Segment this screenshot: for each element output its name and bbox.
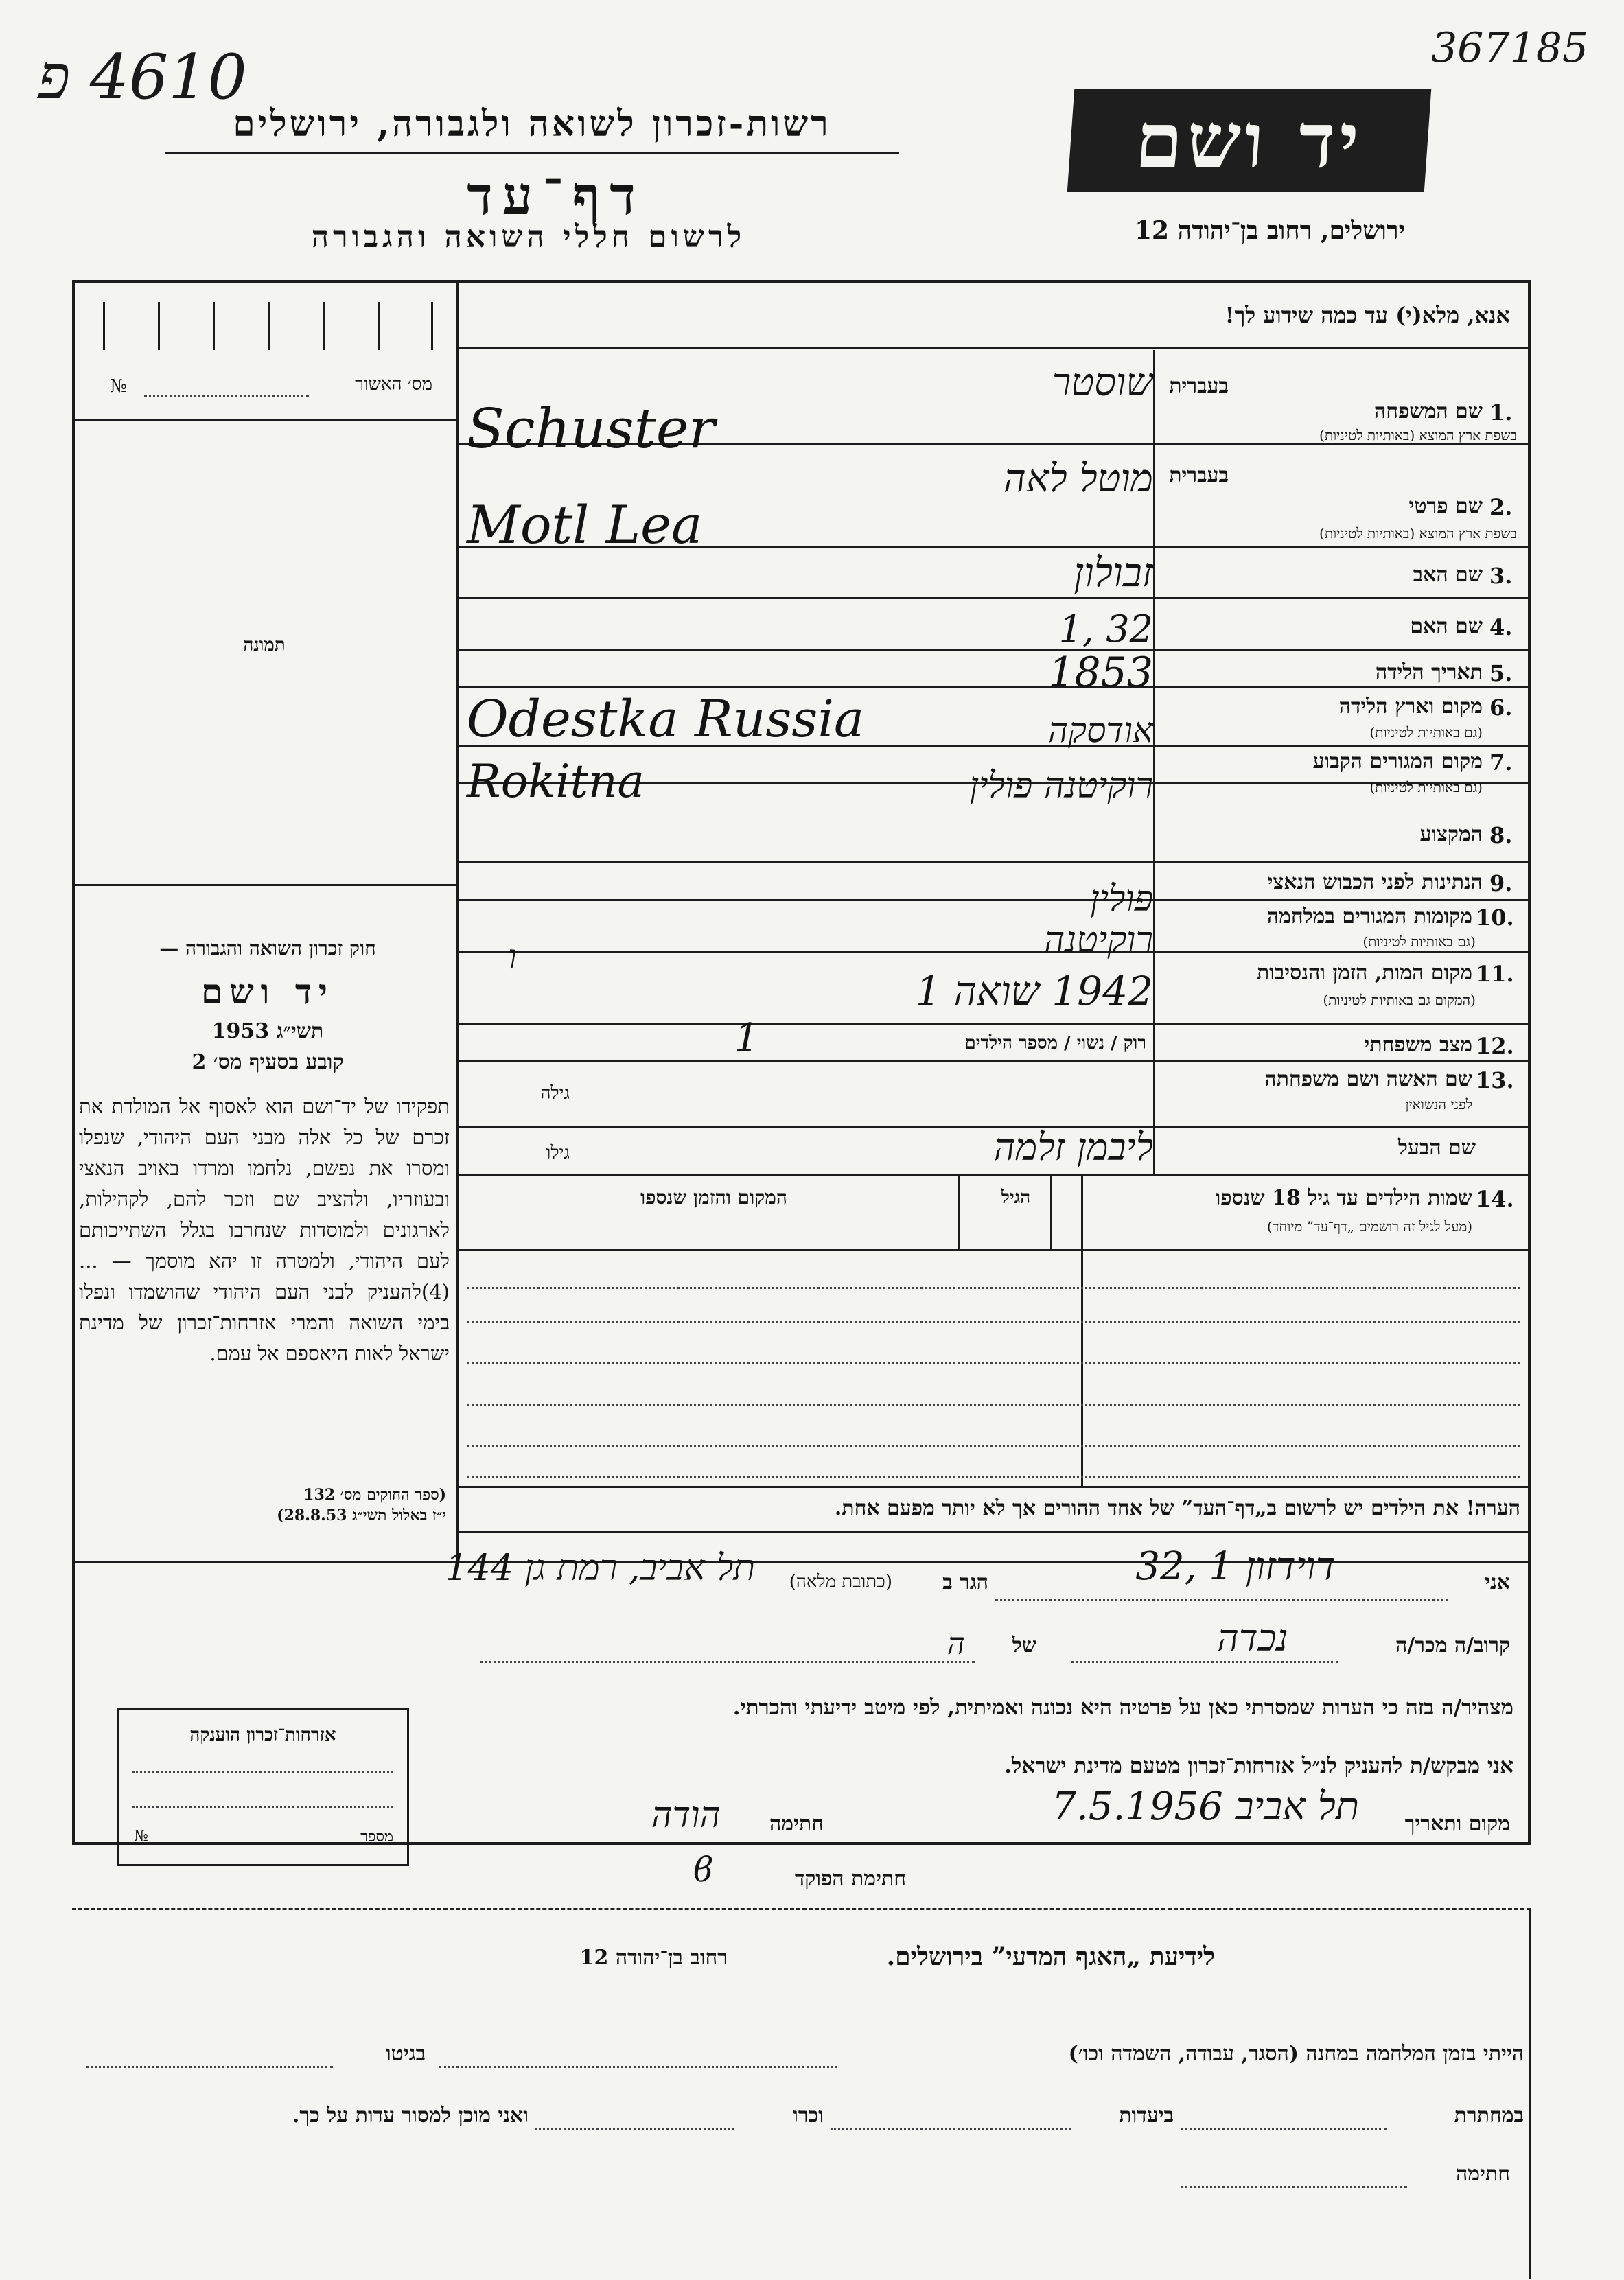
hebrew-tag-2: בעברית: [1169, 463, 1229, 487]
form-title: דף־עד: [467, 165, 645, 227]
divider: [456, 1249, 1531, 1251]
footer-address: רחוב בן־יהודה 12: [579, 1946, 728, 1970]
field-number-12: 12.: [1476, 1033, 1514, 1059]
footer-line2-testimony: ואני מוכן למסור עדות על כך.: [292, 2104, 529, 2128]
handwritten-record-number: 367185: [1431, 24, 1589, 72]
footer-underground-field[interactable]: [1181, 2128, 1387, 2130]
field-label-residence: מקום המגורים הקבוע: [1312, 749, 1483, 773]
field-label-nationality: הנתינות לפני הכבוש הנאצי: [1267, 870, 1483, 894]
field-number-1: 1.: [1489, 399, 1513, 426]
nationality-value[interactable]: פולין: [1090, 879, 1153, 920]
field-note-2: בשפת ארץ המוצא (באותיות לטיניות): [1319, 525, 1517, 542]
shel-value[interactable]: ה: [947, 1627, 965, 1662]
father-name-value[interactable]: זבולון: [1074, 549, 1153, 596]
field-label-war-residence: מקומות המגורים במלחמה: [1266, 905, 1472, 929]
divider: [456, 649, 1531, 651]
divider: [456, 1060, 1531, 1062]
signature-value[interactable]: הודה: [651, 1795, 721, 1836]
children-row[interactable]: [467, 1476, 1520, 1478]
label-column-divider: [1153, 350, 1155, 1174]
children-row[interactable]: [467, 1362, 1520, 1364]
children-row[interactable]: [467, 1404, 1520, 1406]
husband-age-label: גילו: [546, 1143, 570, 1163]
mother-name-value[interactable]: 32 ,1: [1058, 607, 1153, 651]
citizenship-box: [117, 1708, 409, 1866]
field-number-6: 6.: [1489, 695, 1513, 721]
shel-line: [480, 1661, 975, 1663]
war-residence-value[interactable]: רוקיטנה: [1043, 920, 1153, 961]
request-text: אני מבקש/ת להעניק לנ״ל אזרחות־זכרון מטעם מדינת ישראל.: [1004, 1754, 1513, 1778]
footer-partisans-field[interactable]: [831, 2128, 1071, 2130]
field-number-9: 9.: [1489, 870, 1513, 896]
law-name: יד ושם: [201, 971, 334, 1012]
field-number-8: 8.: [1489, 822, 1513, 848]
first-name-latin[interactable]: Motl Lea: [467, 494, 703, 555]
field-label-birth-place: מקום וארץ הלידה: [1338, 695, 1483, 719]
authority-underline: [165, 152, 899, 154]
handwritten-file-number: 4610 פ: [38, 41, 247, 113]
approval-field[interactable]: [144, 395, 309, 397]
divider: [1081, 1174, 1083, 1486]
divider: [1050, 1174, 1052, 1249]
family-name-hebrew[interactable]: שוסטר: [1052, 360, 1153, 405]
field-number-13: 13.: [1476, 1067, 1514, 1093]
field-note-7: (גם באותיות לטיניות): [1369, 779, 1483, 795]
children-note: (מעל לגיל זה רושמים „דף־עד” מיוחד): [1266, 1218, 1472, 1235]
relative-label: קרוב/ה מכר/ה: [1395, 1633, 1510, 1657]
footer-line1-ghetto: בגיטו: [385, 2042, 426, 2066]
divider: [456, 1023, 1531, 1025]
field-label-death: מקום המות, הזמן והנסיבות: [1256, 961, 1472, 985]
declarant-name[interactable]: דוידזון 1 ,32: [1135, 1544, 1336, 1589]
field-label-birth-date: תאריך הלידה: [1375, 660, 1483, 684]
field-note-10: (גם באותיות לטיניות): [1362, 933, 1476, 950]
footer-line1-camp: הייתי בזמן המלחמה במחנה (הסגר, עבודה, השמדה וכו׳): [1068, 2042, 1524, 2066]
field-label-mother-name: שם האם: [1410, 614, 1483, 638]
law-date: י״ז באלול תשי״ג 28.8.53): [277, 1507, 446, 1524]
death-value[interactable]: 1942 שואה 1: [915, 968, 1153, 1014]
approval-label: מס׳ האשור: [355, 374, 432, 395]
divider: [72, 419, 456, 421]
citizenship-no: №: [134, 1828, 148, 1845]
first-name-hebrew[interactable]: מוטל לאה: [1004, 456, 1153, 501]
field-note-1: בשפת ארץ המוצא (באותיות לטיניות): [1319, 427, 1517, 443]
birth-date-value[interactable]: 1853: [1048, 649, 1153, 697]
relation-value[interactable]: נכדה: [1217, 1616, 1288, 1660]
field-label-family-name: שם המשפחה: [1373, 399, 1483, 423]
place-date-label: מקום ותאריך: [1404, 1812, 1510, 1836]
address: ירושלים, רחוב בן־יהודה 12: [1134, 216, 1406, 245]
footer-line2-partisans: ביעדות: [1119, 2104, 1174, 2128]
declaration-text: מצהיר/ה בזה כי העדות שמסרתי כאן על פרטיה היא נכונה ואמיתית, לפי מיטב ידיעתי והכרתי.: [732, 1695, 1513, 1720]
field-note-13: לפני הנשואין: [1405, 1096, 1472, 1113]
official-signature-label: חתימת הפוקד: [794, 1867, 906, 1891]
children-row[interactable]: [467, 1321, 1520, 1323]
residence-latin[interactable]: Rokitna: [467, 755, 645, 808]
citizenship-number-label: מספר: [360, 1828, 393, 1846]
field-number-4: 4.: [1489, 614, 1513, 640]
footer-line2-underground: במחתרת: [1454, 2104, 1524, 2128]
relation-line: [1071, 1661, 1338, 1663]
intro-instruction: אנא, מלא(י) עד כמה שידוע לך!: [1225, 302, 1510, 328]
divider: [456, 347, 1531, 349]
husband-name-value[interactable]: ליבמן זלמה: [993, 1126, 1153, 1169]
family-name-latin[interactable]: Schuster: [467, 397, 715, 461]
footer-signature-field[interactable]: [1181, 2186, 1407, 2188]
footer-title: לידיעת „האגף המדעי” בירושלים.: [886, 1942, 1215, 1971]
declarant-address[interactable]: תל אביב, רמת גן 144: [445, 1548, 755, 1589]
form-subtitle: לרשום חללי השואה והגבורה: [311, 220, 746, 255]
children-row[interactable]: [467, 1287, 1520, 1289]
field-label-father-name: שם האב: [1413, 563, 1483, 587]
place-date-value[interactable]: תל אביב 7.5.1956: [1052, 1784, 1359, 1829]
law-reference: (ספר החוקים מס׳ 132: [303, 1486, 446, 1504]
field-number-2: 2.: [1489, 494, 1513, 520]
official-signature-value[interactable]: ϐ: [693, 1850, 714, 1889]
divider: [958, 1174, 960, 1249]
children-age-header: הגיל: [1001, 1187, 1031, 1208]
marital-options: רוק / נשוי / מספר הילדים: [964, 1033, 1146, 1054]
signature-label: חתימה: [769, 1812, 824, 1836]
citizenship-line: [132, 1806, 393, 1808]
field-note-6: (גם באותיות לטיניות): [1369, 724, 1483, 741]
citizenship-line: [132, 1771, 393, 1773]
declarant-gar: הגר ב: [942, 1570, 988, 1594]
shel-label: של: [1012, 1633, 1036, 1657]
yad-vashem-logo: יד ושם: [1067, 89, 1431, 192]
footer-line2-etc: וכרו: [793, 2104, 824, 2128]
field-note-11: (המקום גם באותיות לטיניות): [1323, 992, 1476, 1008]
field-label-first-name: שם פרטי: [1408, 494, 1483, 518]
field-number-5: 5.: [1489, 660, 1513, 686]
divider: [456, 1486, 1531, 1488]
divider: [456, 861, 1531, 863]
photo-label: תמונה: [243, 635, 286, 655]
declarant-ani: אני: [1485, 1570, 1510, 1594]
sidebar-divider: [456, 280, 459, 1563]
field-label-profession: המקצוע: [1419, 822, 1483, 846]
children-row[interactable]: [467, 1445, 1520, 1447]
children-place-header: המקום והזמן שנספו: [640, 1186, 787, 1209]
divider: [456, 1174, 1531, 1176]
law-text: תפקידו של יד־ושם הוא לאסוף אל המולדת את זכרם של כל אלה מבני העם היהודי, שנפלו ומסרו את נפשם, נלחמו ומרדו באויב הנאצי ובעוזריו, ולהציב שם וזכר להם, לקהילות, לארגונים ולמוסדות שנחרבו בגלל השתייכותם לעם היהודי, ולמטרה זו יהא מוסמך — ...(4)להעניק לבני העם היהודי שהושמדו ונפלו בימי השואה והמרי אזרחות־זכרון של מדינת ישראל לאות היאספם אל עמם.: [79, 1095, 450, 1365]
footer-etc-field[interactable]: [535, 2128, 734, 2130]
divider: [456, 597, 1531, 599]
children-note-warning: הערה! את הילדים יש לרשום ב„דף־העד” של אחד ההורים אך לא יותר מפעם אחת.: [834, 1496, 1520, 1520]
birth-place-hebrew[interactable]: אודסקה: [1047, 710, 1153, 750]
law-year: תשי״ג 1953: [211, 1019, 324, 1043]
law-title: חוק זכרון השואה והגבורה —: [159, 937, 376, 959]
field-label-husband: שם הבעל: [1397, 1136, 1476, 1160]
law-clause: קובע בסעיף מס׳ 2: [192, 1050, 344, 1074]
field-number-3: 3.: [1489, 563, 1513, 589]
divider: [456, 1531, 1531, 1533]
declarant-addr-label: (כתובת מלאה): [789, 1572, 892, 1592]
wife-age-label: גילה: [540, 1083, 570, 1104]
death-mark: ו: [508, 937, 517, 977]
citizenship-title: אזרחות־זכרון הוענקה: [189, 1725, 336, 1745]
divider: [72, 884, 456, 886]
footer-signature-label: חתימה: [1456, 2162, 1510, 2186]
divider: [456, 686, 1531, 688]
birth-place-latin[interactable]: Odestka Russia: [467, 690, 865, 749]
divider: [1529, 1908, 1531, 2279]
cut-line: [72, 1908, 1531, 1912]
residence-hebrew[interactable]: רוקיטנה פולין: [969, 765, 1153, 806]
authority-name: רשות-זכרון לשואה ולגבורה, ירושלים: [233, 103, 831, 145]
footer-ghetto-field[interactable]: [86, 2066, 333, 2068]
children-title: שמות הילדים עד גיל 18 שנספו: [1215, 1186, 1472, 1210]
field-number-11: 11.: [1476, 961, 1514, 987]
declarant-name-line: [995, 1599, 1448, 1601]
field-label-wife-name: שם האשה ושם משפחתה: [1264, 1067, 1472, 1091]
approval-no: №: [110, 376, 127, 397]
marital-value[interactable]: 1: [734, 1016, 759, 1060]
sidebar-ticks: [103, 302, 432, 357]
hebrew-tag-1: בעברית: [1169, 374, 1229, 398]
field-number-14: 14.: [1476, 1186, 1514, 1212]
footer-camp-field[interactable]: [439, 2066, 837, 2068]
field-number-10: 10.: [1476, 905, 1514, 931]
field-label-marital: מצב משפחתי: [1364, 1033, 1472, 1057]
field-number-7: 7.: [1489, 749, 1513, 776]
